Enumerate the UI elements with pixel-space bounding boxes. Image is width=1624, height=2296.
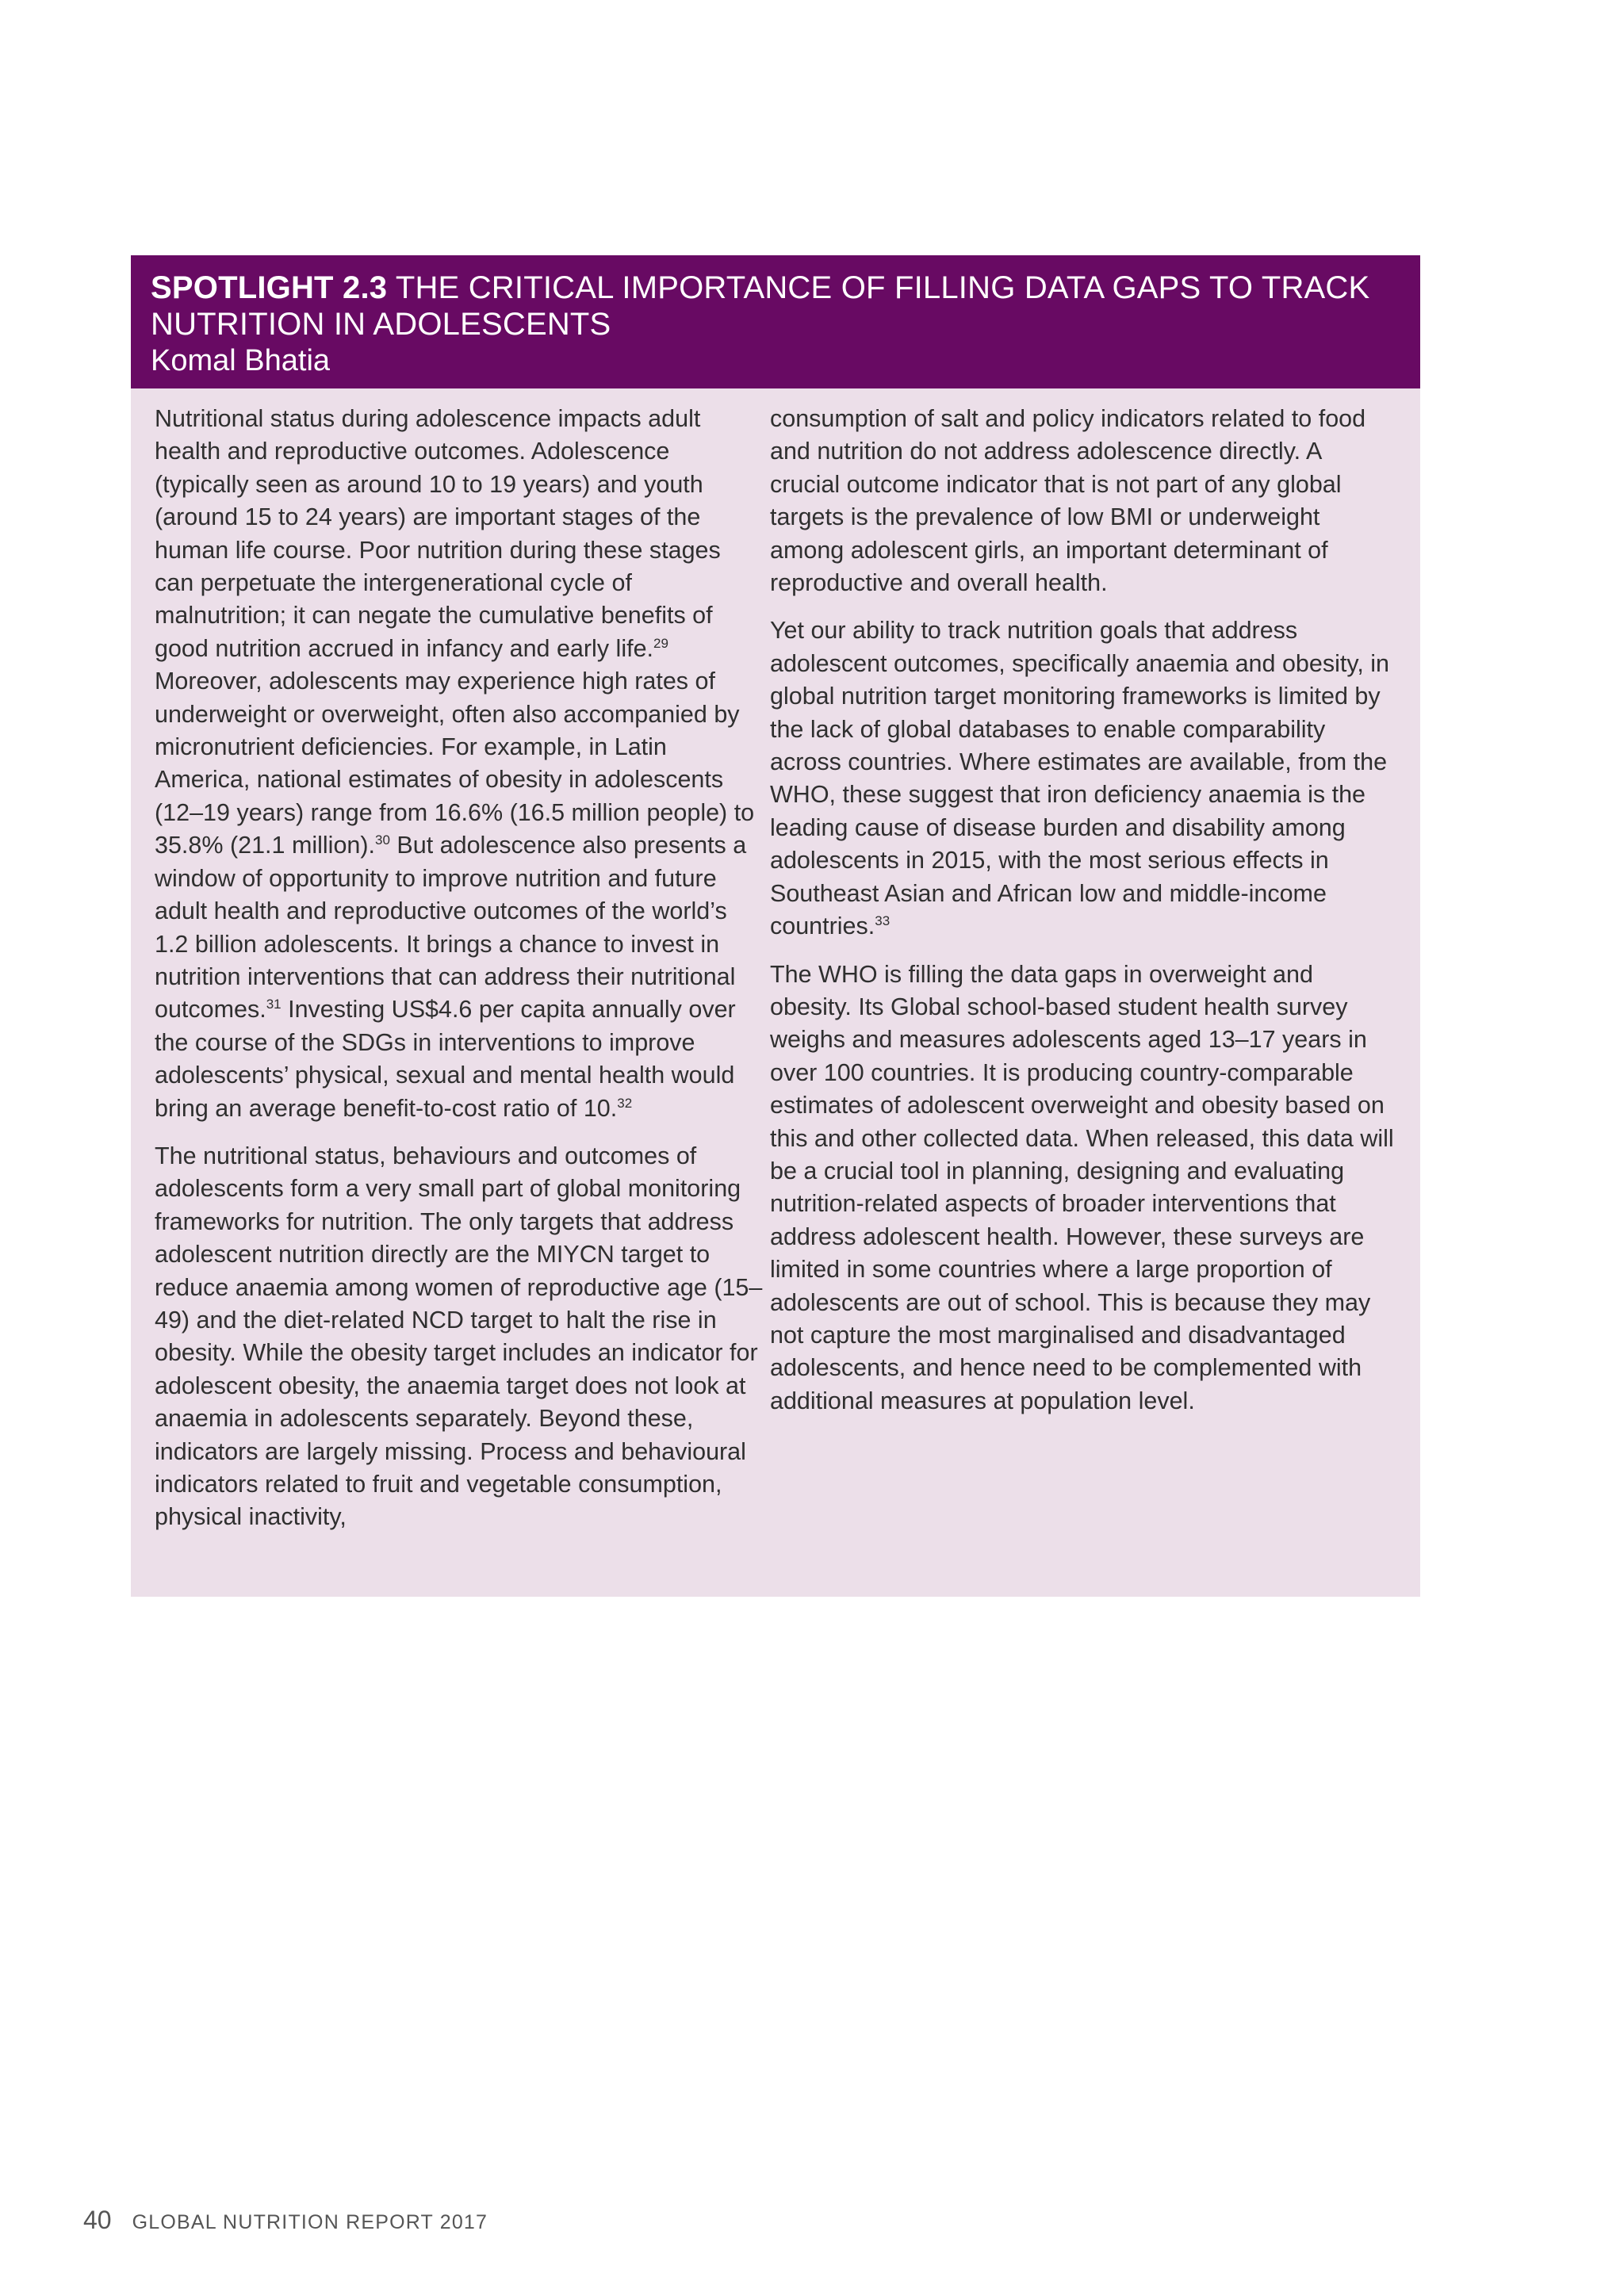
- footnote-ref-29: 29: [653, 635, 668, 651]
- page-footer: [83, 2206, 488, 2235]
- page-number: 40: [83, 2206, 112, 2234]
- right-p2-text: Yet our ability to track nutrition goals that address adolescent outcomes, specifically anaemia and obesity, in global nutrition target monitoring frameworks is limited by the lack of global databases to enable comparability across countries. Where estimates are available, from the WHO, these suggest that iron deficiency anaemia is the leading cause of disease burden and disability among adolescents in 2015, with the most serious effects in Southeast Asian and African low and middle-income countries.: [770, 617, 1390, 940]
- left-p1-text-a: Nutritional status during adolescence impacts adult health and reproductive outcomes. Adolescence (typically seen as around 10 to 19 years) and youth (around 15 to 24 years) are important stages of the human life course. Poor nutrition during these stages can perpetuate the intergenerational cycle of malnutrition; it can negate the cumulative benefits of good nutrition accrued in infancy and early life.: [155, 405, 721, 662]
- left-p1-text-d: Investing US$4.6 per capita annually over the course of the SDGs in interventions to improve adolescents’ physical, sexual and mental health would bring an average benefit-to-cost ratio of 10.: [155, 996, 736, 1122]
- right-paragraph-1: consumption of salt and policy indicators related to food and nutrition do not address adolescence directly. A crucial outcome indicator that is not part of any global targets is the prevalence of low BMI or underweight among adolescent girls, an important determinant of reproductive and overall health.: [770, 405, 1366, 597]
- footnote-ref-33: 33: [875, 913, 891, 928]
- right-column: [770, 403, 1396, 1549]
- right-paragraph-2: [770, 614, 1396, 943]
- spotlight-header: [131, 255, 1420, 388]
- body-columns: [155, 403, 1396, 1549]
- spotlight-title: [151, 270, 1396, 342]
- spotlight-label: SPOTLIGHT 2.3: [151, 270, 388, 305]
- left-column: [155, 403, 765, 1549]
- spotlight-title-text: THE CRITICAL IMPORTANCE OF FILLING DATA GAPS TO TRACK NUTRITION IN ADOLESCENTS: [151, 270, 1370, 342]
- footnote-ref-30: 30: [375, 832, 390, 848]
- left-paragraph-2: The nutritional status, behaviours and outcomes of adolescents form a very small part of global monitoring frameworks for nutrition. The only targets that address adolescent nutrition directly are the MIYCN target to reduce anaemia among women of reproductive age (15–49) and the diet-related NCD target to halt the rise in obesity. While the obesity target includes an indicator for adolescent obesity, the anaemia target does not look at anaemia in adolescents separately. Beyond these, indicators are largely missing. Process and behavioural indicators related to fruit and vegetable consumption, physical inactivity,: [155, 1142, 763, 1531]
- report-name: GLOBAL NUTRITION REPORT 2017: [132, 2211, 488, 2233]
- left-p1-text-c: But adolescence also presents a window of opportunity to improve nutrition and future adult health and reproductive outcomes of the world’s 1.2 billion adolescents. It brings a chance to invest in nutrition interventions that can address their nutritional outcomes.: [155, 832, 747, 1024]
- spotlight-author: Komal Bhatia: [151, 344, 331, 377]
- right-paragraph-3: The WHO is filling the data gaps in overweight and obesity. Its Global school-based student health survey weighs and measures adolescents aged 13–17 years in over 100 countries. It is producing country-comparable estimates of adolescent overweight and obesity based on this and other collected data. When released, this data will be a crucial tool in planning, designing and evaluating nutrition-related aspects of broader interventions that address adolescent health. However, these surveys are limited in some countries where a large proportion of adolescents are out of school. This is because they may not capture the most marginalised and disadvantaged adolescents, and hence need to be complemented with additional measures at population level.: [770, 960, 1394, 1414]
- spotlight-box: [131, 255, 1420, 1597]
- footnote-ref-32: 32: [617, 1095, 633, 1111]
- footnote-ref-31: 31: [266, 997, 282, 1012]
- left-p1-text-b: Moreover, adolescents may experience high rates of underweight or overweight, often also accompanied by micronutrient deficiencies. For example, in Latin America, national estimates of obesity in adolescents (12–19 years) range from 16.6% (16.5 million people) to 35.8% (21.1 million).: [155, 668, 755, 859]
- left-paragraph-1: [155, 403, 765, 1125]
